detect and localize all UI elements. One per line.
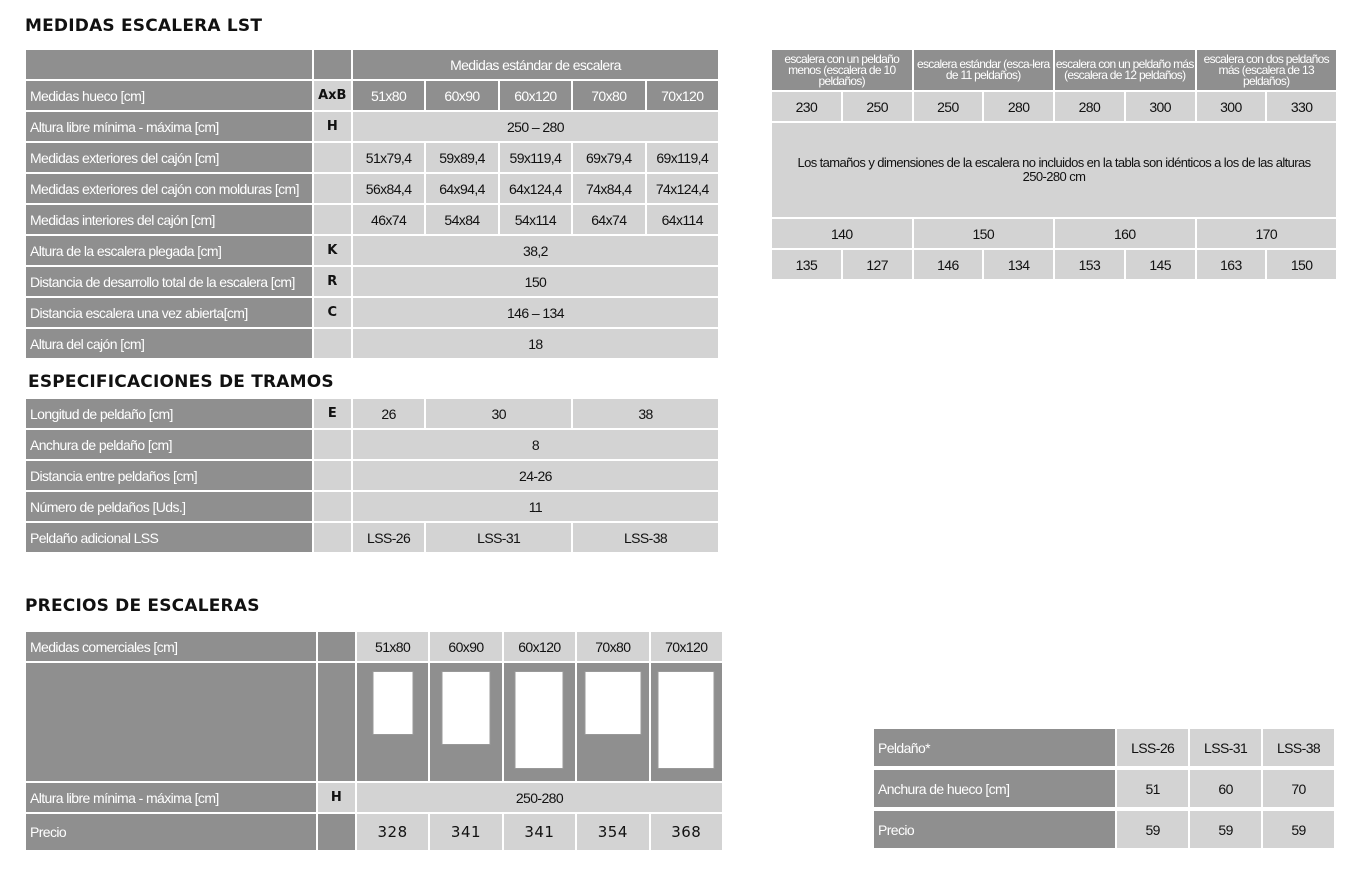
row-code: K [314,236,351,265]
table-cell: 153 [1055,250,1124,279]
table-cell: 60x120 [500,81,571,110]
table-cell: 280 [984,92,1053,121]
row-code [314,492,351,521]
row-label: Anchura de hueco [cm] [874,770,1115,807]
table-row [26,81,718,110]
table-cell: 64x74 [573,205,644,234]
table-row [26,783,722,812]
table-cell: 38 [573,399,718,428]
table-row [874,770,1334,807]
column-header: escalera con un peldaño más (escalera de 12 peldaños) [1055,50,1195,90]
table-cell [26,663,316,781]
table-cell: 51 [1117,770,1188,807]
row-code: H [314,112,351,141]
row-label: Precio [26,814,316,850]
row-code [314,174,351,203]
medidas-header-row [26,50,718,79]
price-cell: 368 [651,814,722,850]
table-cell: 64x124,4 [500,174,571,203]
table-cell: 24-26 [353,461,718,490]
table-cell [318,663,355,781]
size-cell: 60x90 [430,632,501,661]
row-code [314,461,351,490]
row-code: H [318,783,355,812]
row-label: Altura de la escalera plegada [cm] [26,236,312,265]
row-code: R [314,267,351,296]
table-row [26,236,718,265]
table-cell: 250 – 280 [353,112,718,141]
table-cell: 250 [914,92,983,121]
row-label: Altura libre mínima - máxima [cm] [26,783,316,812]
table-row [772,219,1336,248]
table-row [26,523,718,552]
table-cell: 250 [843,92,912,121]
table-cell: 60 [1190,770,1261,807]
table-cell: 8 [353,430,718,459]
table-cell: 60x90 [426,81,497,110]
table-row [26,399,718,428]
note-row [772,123,1336,217]
row-code [314,523,351,552]
table-cell: 230 [772,92,841,121]
row-code [314,143,351,172]
row-label: Peldaño* [874,729,1115,766]
column-header: escalera con un peldaño menos (escalera de 10 peldaños) [772,50,912,90]
table-cell: 69x79,4 [573,143,644,172]
size-image-cell [357,663,428,781]
table-row [26,492,718,521]
table-cell: 150 [914,219,1054,248]
table-cell [314,50,351,79]
table-cell: 145 [1126,250,1195,279]
table-cell: 74x84,4 [573,174,644,203]
size-cell: 70x80 [577,632,648,661]
row-label: Peldaño adicional LSS [26,523,312,552]
hatch-outline-70x80 [584,671,641,735]
row-code [314,329,351,358]
column-header: escalera con dos peldaños más (escalera de 13 peldaños) [1197,50,1337,90]
table-cell: 30 [426,399,571,428]
size-image-cell [504,663,575,781]
table-cell: 59 [1190,811,1261,848]
price-cell: 341 [504,814,575,850]
table-cell: 160 [1055,219,1195,248]
table-cell: 127 [843,250,912,279]
table-cell: 146 – 134 [353,298,718,327]
alturas-table [770,48,1338,281]
table-row [26,461,718,490]
table-cell: 146 [914,250,983,279]
alturas-header-row [772,50,1336,90]
heading-medidas: MEDIDAS ESCALERA LST [25,16,263,36]
table-cell [318,632,355,661]
table-row [26,205,718,234]
size-image-cell [577,663,648,781]
table-cell: 51x80 [353,81,424,110]
row-label: Longitud de peldaño [cm] [26,399,312,428]
table-cell: LSS-38 [1263,729,1334,766]
table-cell: 70 [1263,770,1334,807]
price-row [26,814,722,850]
table-row [26,329,718,358]
size-image-cell [430,663,501,781]
table-cell: 59 [1117,811,1188,848]
table-row [26,143,718,172]
row-label: Medidas hueco [cm] [26,81,312,110]
row-label: Precio [874,811,1115,848]
table-cell: 250-280 [357,783,722,812]
table-row [26,112,718,141]
group-header: Medidas estándar de escalera [353,50,718,79]
row-code: C [314,298,351,327]
especificaciones-table [24,397,720,554]
table-cell: 140 [772,219,912,248]
hatch-outline-51x80 [372,671,413,735]
size-cell: 51x80 [357,632,428,661]
table-cell: 46x74 [353,205,424,234]
table-cell: 59x119,4 [500,143,571,172]
table-row [26,267,718,296]
row-code [314,205,351,234]
table-cell [318,814,355,850]
hatch-outline-60x90 [442,671,491,745]
table-cell: 26 [353,399,424,428]
table-cell: 170 [1197,219,1337,248]
note-text: Los tamaños y dimensiones de la escalera no incluidos en la tabla son idénticos a los de las alturas 250-280 cm [772,123,1336,217]
table-cell: 11 [353,492,718,521]
medidas-table [24,48,720,360]
row-label: Medidas comerciales [cm] [26,632,316,661]
table-row [26,298,718,327]
row-label: Altura libre mínima - máxima [cm] [26,112,312,141]
size-image-cell [651,663,722,781]
table-cell: 64x94,4 [426,174,497,203]
price-cell: 354 [577,814,648,850]
row-label: Distancia escalera una vez abierta[cm] [26,298,312,327]
table-cell: LSS-26 [1117,729,1188,766]
table-cell: LSS-38 [573,523,718,552]
table-cell: 74x124,4 [647,174,718,203]
table-cell: 330 [1267,92,1336,121]
table-cell: 54x114 [500,205,571,234]
table-row [26,174,718,203]
row-label: Altura del cajón [cm] [26,329,312,358]
table-cell: 163 [1197,250,1266,279]
size-cell: 70x120 [651,632,722,661]
row-label: Anchura de peldaño [cm] [26,430,312,459]
table-row [772,250,1336,279]
heading-precios: PRECIOS DE ESCALERAS [25,596,260,616]
table-cell: 59 [1263,811,1334,848]
table-cell: LSS-31 [1190,729,1261,766]
table-row [26,430,718,459]
row-label: Distancia de desarrollo total de la escalera [cm] [26,267,312,296]
peldano-table [872,725,1336,852]
price-cell: 328 [357,814,428,850]
table-cell: 59x89,4 [426,143,497,172]
table-cell: 56x84,4 [353,174,424,203]
table-cell: 51x79,4 [353,143,424,172]
price-cell: 341 [430,814,501,850]
row-code: E [314,399,351,428]
table-cell [26,50,312,79]
table-cell: 64x114 [647,205,718,234]
hatch-outline-70x120 [658,671,715,769]
row-code [314,430,351,459]
table-cell: 54x84 [426,205,497,234]
table-cell: 69x119,4 [647,143,718,172]
image-row [26,663,722,781]
table-cell: 134 [984,250,1053,279]
table-cell: 300 [1197,92,1266,121]
precios-table [24,630,724,852]
row-label: Número de peldaños [Uds.] [26,492,312,521]
table-cell: 38,2 [353,236,718,265]
column-header: escalera estándar (esca-lera de 11 peldaños) [914,50,1054,90]
table-cell: 70x80 [573,81,644,110]
row-code: AxB [314,81,351,110]
table-cell: LSS-26 [353,523,424,552]
table-cell: 18 [353,329,718,358]
table-cell: 150 [353,267,718,296]
row-label: Distancia entre peldaños [cm] [26,461,312,490]
hatch-outline-60x120 [515,671,564,769]
table-row [874,811,1334,848]
table-cell: 280 [1055,92,1124,121]
table-cell: 135 [772,250,841,279]
table-cell: 150 [1267,250,1336,279]
heading-especificaciones: ESPECIFICACIONES DE TRAMOS [28,372,334,392]
table-cell: 70x120 [647,81,718,110]
precios-header-row [26,632,722,661]
row-label: Medidas interiores del cajón [cm] [26,205,312,234]
size-cell: 60x120 [504,632,575,661]
row-label: Medidas exteriores del cajón con molduras [cm] [26,174,312,203]
table-cell: LSS-31 [426,523,571,552]
peldano-header-row [874,729,1334,766]
row-label: Medidas exteriores del cajón [cm] [26,143,312,172]
table-row [772,92,1336,121]
table-cell: 300 [1126,92,1195,121]
